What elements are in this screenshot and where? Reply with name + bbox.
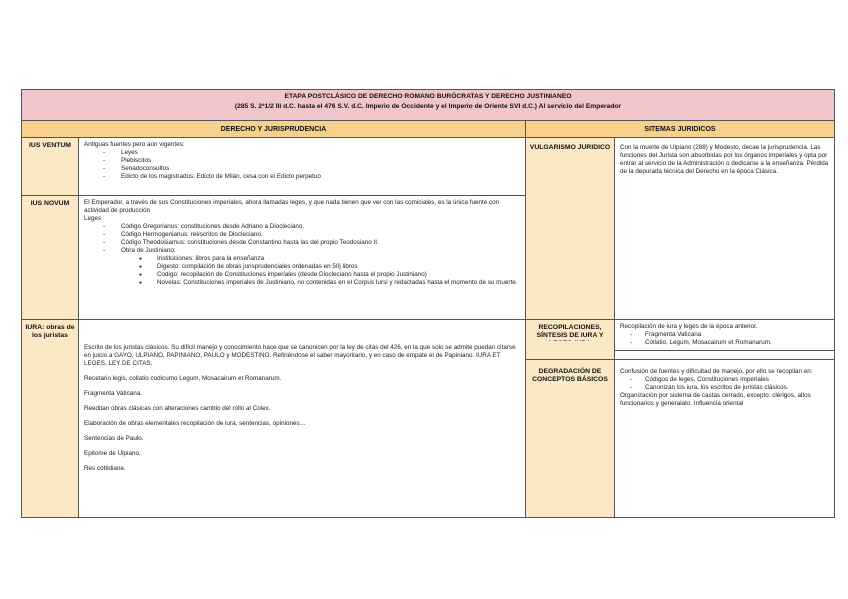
row-label-iura: IURA: obras de los juristas xyxy=(22,320,79,351)
ius-ventum-intro: Antiguas fuentes pero aún vigentes: xyxy=(84,141,185,148)
list-item: - Código Hermogenianus: reescritos de Diocleciano. xyxy=(84,231,520,239)
ius-novum-leges-label: Leges xyxy=(84,215,102,222)
row-label-recopilaciones: RECOPILACIONES, SÍNTESIS DE IURA Y xyxy=(526,320,615,351)
table-header xyxy=(22,90,835,121)
list-item: - Códigos de leges, Constituciones imperiales xyxy=(620,376,829,384)
list-item: - Edicto de los magistrados: Edicto de Milán, cesa con el Edicto perpetuo xyxy=(84,173,520,181)
degradacion-content xyxy=(615,359,835,517)
row-label-ius-ventum: IUS VENTUM xyxy=(22,138,79,196)
vulgarismo-text: Con la muerte de Ulpiano (288) y Modesto, decae la jurisprudencia. Las funciones del Jurista son absorbidas por los órganos imperiales y opta por entrar al servicio de la Administración o dedicarse a la enseñanza. Pérdida de la depurada técnica del Derecho en la época Clásica. xyxy=(620,144,829,175)
list-item: - Senadoconsultos xyxy=(84,165,520,173)
degradacion-list xyxy=(620,376,829,392)
iura-intro: Escrito de los juristas clásicos. Su difícil manejo y conocimiento hace que se canonicen por la ley de citas del 426, en la que solo se admite puedan citarse en juicio a GAYO, ULPIANO, PAPINIANO, PAULO y MODESTINO. Refiriéndose el saber mayoritario, y en caso de empate el de Papiniano. IURA ET LEGES, LEY DE CITAS. xyxy=(84,344,516,367)
list-item: - Obra de Justiniano: xyxy=(84,247,520,255)
recopilaciones-label-continuation xyxy=(526,341,615,359)
degradacion-outro: Organización por sistema de castas cerrado, excepto: clérigos, altos funcionarios y generalato. Influencia oriental xyxy=(620,391,811,407)
iura-paragraph: Res cottidiane. xyxy=(84,465,126,472)
vulgarismo-content xyxy=(615,138,835,320)
iura-paragraph: Elaboración de obras elementales recopilación de iura, sentencias, opiniones… xyxy=(84,420,306,427)
list-item: - Plebiscitos xyxy=(84,157,520,165)
ius-novum-list xyxy=(84,223,520,255)
list-item: ● Instituciones: libros para la enseñanza xyxy=(84,255,520,263)
table-subtitle: (285 S. 2ª1/2 III d.C. hasta el 476 S.V. d.C. Imperio de Occidente y el Imperio de Oriente SVI d.C.) Al servicio del Emperador xyxy=(234,103,622,110)
recopilaciones-content-continuation xyxy=(615,341,835,359)
list-item: - Canonizan los iura, los escritos de juristas clásicos. xyxy=(620,384,829,392)
section-header-right: SITEMAS JURIDICOS xyxy=(526,121,835,138)
iura-paragraph: Recetario legis, collatio codicumo Legum, Mosacairum et Romanarum. xyxy=(84,375,282,382)
iura-paragraph: Fragmenta Vaticana. xyxy=(84,390,142,397)
degradacion-intro: Confusión de fuentes y dificultad de manejo, por ello se recopilan en: xyxy=(620,367,813,375)
iura-paragraph: Reeditan obras clásicas con alteraciones cambio del rollo al Colex. xyxy=(84,405,271,412)
ius-ventum-list xyxy=(84,149,520,181)
row-label-vulgarismo: VULGARISMO JURIDICO xyxy=(526,138,615,320)
section-header-left: DERECHO Y JURISPRUDENCIA xyxy=(22,121,526,138)
row-label-degradacion: DEGRADACIÓN DE CONCEPTOS BÁSICOS xyxy=(526,359,615,517)
row-label-iura-cell xyxy=(22,341,79,517)
ius-ventum-content xyxy=(79,138,526,196)
list-item: - Código Theodosiamus: constituciones desde Constantino hasta las del propio Teodosiano II. xyxy=(84,239,520,247)
justiniano-sublist xyxy=(84,255,520,287)
list-item: ● Codigo: recopilación de Constituciones imperiales (desde Diocleciano hasta el propio Justiniano) xyxy=(84,271,520,279)
list-item: ● Novelas: Constituciones imperiales de Justiniano, no contenidas en el Corpus Iursi y redactadas hasta el momento de su muerte. xyxy=(84,279,520,287)
ius-novum-intro: El Emperador, a través de sus Constituciones imperiales, ahora llamadas leges, y que nada tienen que ver con las comiciales, es la única fuente con actividad de producción xyxy=(84,199,500,214)
iura-paragraph: Sentencias de Paulo. xyxy=(84,435,144,442)
iura-paragraph: Epitome de Ulpiano. xyxy=(84,450,141,457)
list-item: - Leyes xyxy=(84,149,520,157)
ius-novum-content xyxy=(79,196,526,320)
list-item: - Código Gregorianus: constituciones desde Adriano a Diocleciano. xyxy=(84,223,520,231)
iura-content xyxy=(79,341,526,517)
row-label-ius-novum: IUS NOVUM xyxy=(22,196,79,320)
list-item: - Fragmenta Vaticana xyxy=(620,331,829,339)
recopilaciones-intro: Recopilación de iura y leges de la época anterior. xyxy=(620,323,758,330)
list-item: - Collatio, Legum, Mosacairum et Romanarum. xyxy=(620,339,829,347)
summary-table-lower xyxy=(21,341,835,518)
summary-table xyxy=(21,89,835,351)
table-title: ETAPA POSTCLÁSICO DE DERECHO ROMANO BURÓCRATAS Y DERECHO JUSTINIANEO xyxy=(284,93,572,100)
list-item: ● Digesto: compilación de obras jurisprudenciales ordenadas en 50j libros xyxy=(84,263,520,271)
